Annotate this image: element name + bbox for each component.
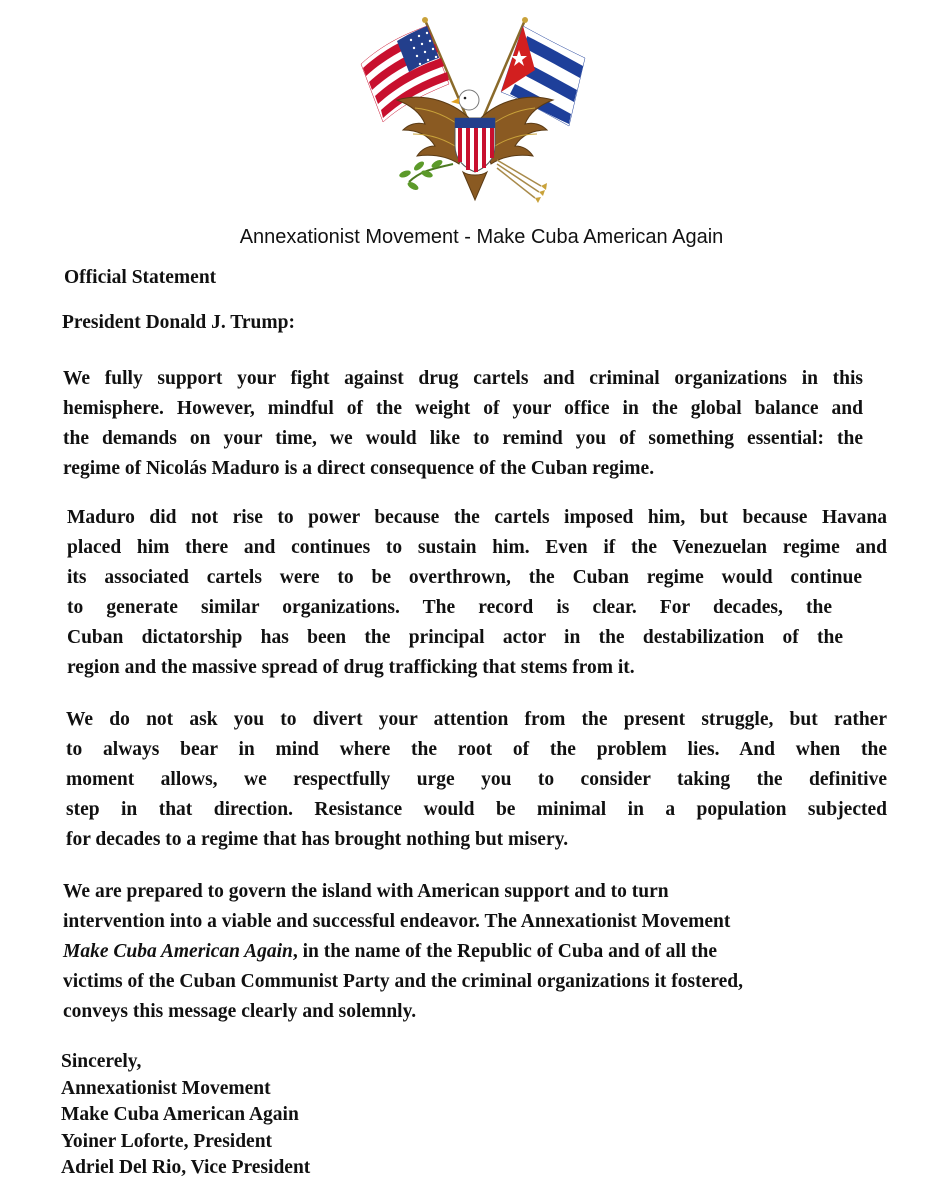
paragraph-line: We fully support your fight against drug cartels and criminal organizations in this	[63, 368, 863, 389]
salutation: President Donald J. Trump:	[62, 312, 295, 333]
movement-name-italic: Make Cuba American Again	[63, 941, 293, 962]
paragraph-line: intervention into a viable and successful endeavor. The Annexationist Movement	[63, 911, 731, 932]
paragraph-4	[63, 877, 863, 1027]
paragraph-line: placed him there and continues to sustain him. Even if the Venezuelan regime and	[67, 537, 887, 558]
paragraph-line: for decades to a regime that has brought nothing but misery.	[66, 829, 569, 850]
paragraph-3	[66, 705, 887, 855]
signatory-president: Yoiner Loforte, President	[61, 1130, 273, 1152]
paragraph-line: victims of the Cuban Communist Party and the criminal organizations it fostered,	[63, 971, 743, 992]
document-type-heading: Official Statement	[64, 267, 217, 288]
paragraph-line: region and the massive spread of drug trafficking that stems from it.	[67, 657, 635, 678]
paragraph-line-rest: , in the name of the Republic of Cuba and of all the	[292, 941, 718, 962]
paragraph-line: We are prepared to govern the island with American support and to turn	[63, 881, 669, 902]
paragraph-1	[63, 364, 863, 484]
paragraph-line: its associated cartels were to be overthrown, the Cuban regime would continue	[67, 567, 862, 588]
paragraph-2	[67, 503, 887, 683]
paragraph-line: to always bear in mind where the root of the problem lies. And when the	[66, 739, 887, 760]
eagle-icon	[397, 90, 553, 203]
organization-slogan-line: Make Cuba American Again	[61, 1104, 299, 1125]
eagle-with-crossed-us-and-cuban-flags-icon	[355, 14, 595, 210]
paragraph-line: conveys this message clearly and solemnly.	[63, 1001, 417, 1022]
paragraph-line: We do not ask you to divert your attention from the present struggle, but rather	[66, 709, 887, 730]
paragraph-line: moment allows, we respectfully urge you to consider taking the definitive	[66, 769, 887, 790]
paragraph-line: the demands on your time, we would like to remind you of something essential: the	[63, 428, 863, 449]
paragraph-line: step in that direction. Resistance would be minimal in a population subjected	[66, 799, 887, 820]
paragraph-line: to generate similar organizations. The record is clear. For decades, the	[67, 597, 832, 618]
paragraph-line	[63, 937, 863, 967]
organization-name-line: Annexationist Movement	[61, 1077, 271, 1099]
valediction: Sincerely,	[61, 1051, 142, 1072]
organization-title: Annexationist Movement - Make Cuba American Again	[239, 226, 724, 248]
paragraph-line: Cuban dictatorship has been the principal actor in the destabilization of the	[67, 627, 843, 648]
paragraph-line: hemisphere. However, mindful of the weight of your office in the global balance and	[63, 398, 863, 419]
signatory-vice-president: Adriel Del Rio, Vice President	[61, 1157, 311, 1178]
paragraph-line: Maduro did not rise to power because the cartels imposed him, but because Havana	[67, 507, 887, 528]
paragraph-line: regime of Nicolás Maduro is a direct consequence of the Cuban regime.	[63, 458, 655, 479]
closing-block	[61, 1049, 310, 1182]
